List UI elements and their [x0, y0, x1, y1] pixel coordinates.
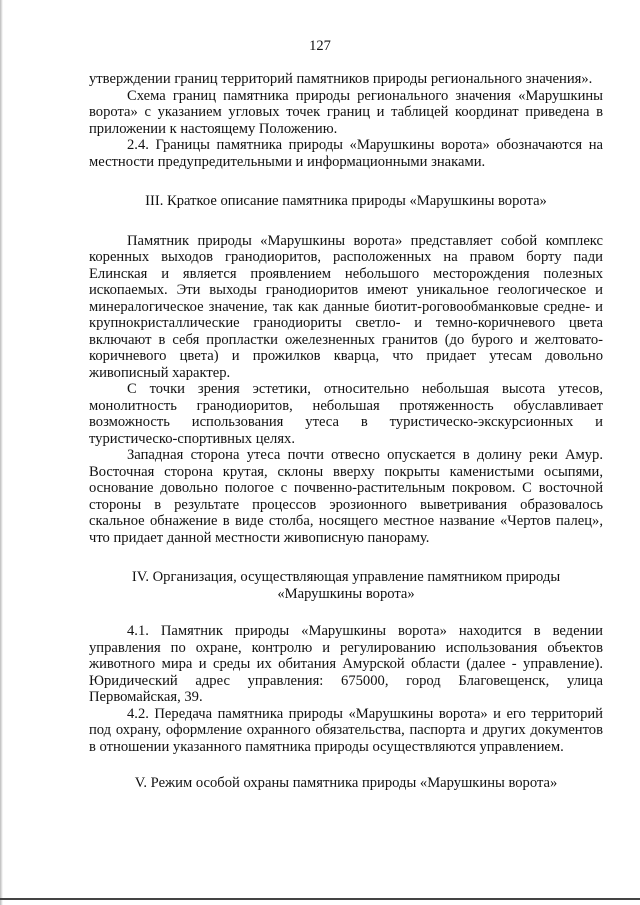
- paragraph-4-2-transfer: 4.2. Передача памятника природы «Марушкины ворота» и его территорий под охрану, оформление охранного обязательства, паспорта и других документов в отношении указанного памятника природы осуществляются управлением.: [89, 705, 603, 755]
- page-number: 127: [309, 38, 331, 54]
- paragraph-continuation: утверждении границ территорий памятников природы регионального значения».: [89, 71, 593, 87]
- paragraph-boundary-scheme: Схема границ памятника природы регионального значения «Марушкины ворота» с указанием угловых точек границ и таблицей координат приведена в приложении к настоящему Положению.: [89, 87, 603, 137]
- paragraph-4-1-management: 4.1. Памятник природы «Марушкины ворота» находится в ведении управления по охране, контролю и регулированию использования объектов животного мира и среды их обитания Амурской области (далее - управление). Юридический адрес управления: 675000, город Благовещенск, улица Первомайская, 39.: [89, 623, 603, 705]
- bottom-scan-line: [0, 898, 640, 900]
- paragraph-aesthetics: С точки зрения эстетики, относительно небольшая высота утесов, монолитность гранодиоритов, небольшая протяженность обуславливает возможность использования утеса в туристическо-экскурсионных и туристическо-спортивных целях.: [89, 381, 603, 447]
- section-4-heading-line1: IV. Организация, осуществляющая управление памятником природы: [131, 569, 561, 585]
- paragraph-2-4-signs: 2.4. Границы памятника природы «Марушкины ворота» обозначаются на местности предупредительными и информационными знаками.: [89, 137, 603, 170]
- paragraph-description: Памятник природы «Марушкины ворота» представляет собой комплекс коренных выходов гранодиоритов, расположенных на правом борту пади Елинская и является проявлением небольшого месторождения полезных ископаемых. Эти выходы гранодиоритов имеют уникальное геологическое и минералогическое значение, так как данные биотит-роговообманковые средне- и крупнокристаллические гранодиориты светло- и темно-коричневого цвета включают в себя пропластки ожелезненных гранитов (до бурого и желтовато-коричневого цвета) и прожилков кварца, что придает утесам довольно живописный характер.: [89, 232, 603, 381]
- paragraph-west-east-sides: Западная сторона утеса почти отвесно опускается в долину реки Амур. Восточная сторона крутая, склоны вверху покрыты каменистыми осыпями, основание довольно пологое с почвенно-растительным покровом. С восточной стороны в результате процессов эрозионного выветривания образовалось скальное обнажение в виде столба, носящего местное название «Чертов палец», что придает данной местности живописную панораму.: [89, 447, 603, 546]
- section-3-heading: III. Краткое описание памятника природы «Марушкины ворота»: [145, 193, 547, 209]
- section-4-heading: [89, 569, 603, 602]
- section-5-heading: V. Режим особой охраны памятника природы «Марушкины ворота»: [134, 775, 558, 791]
- document-body: [89, 71, 603, 812]
- section-4-heading-line2: «Марушкины ворота»: [277, 585, 415, 602]
- scan-edge: [0, 0, 3, 905]
